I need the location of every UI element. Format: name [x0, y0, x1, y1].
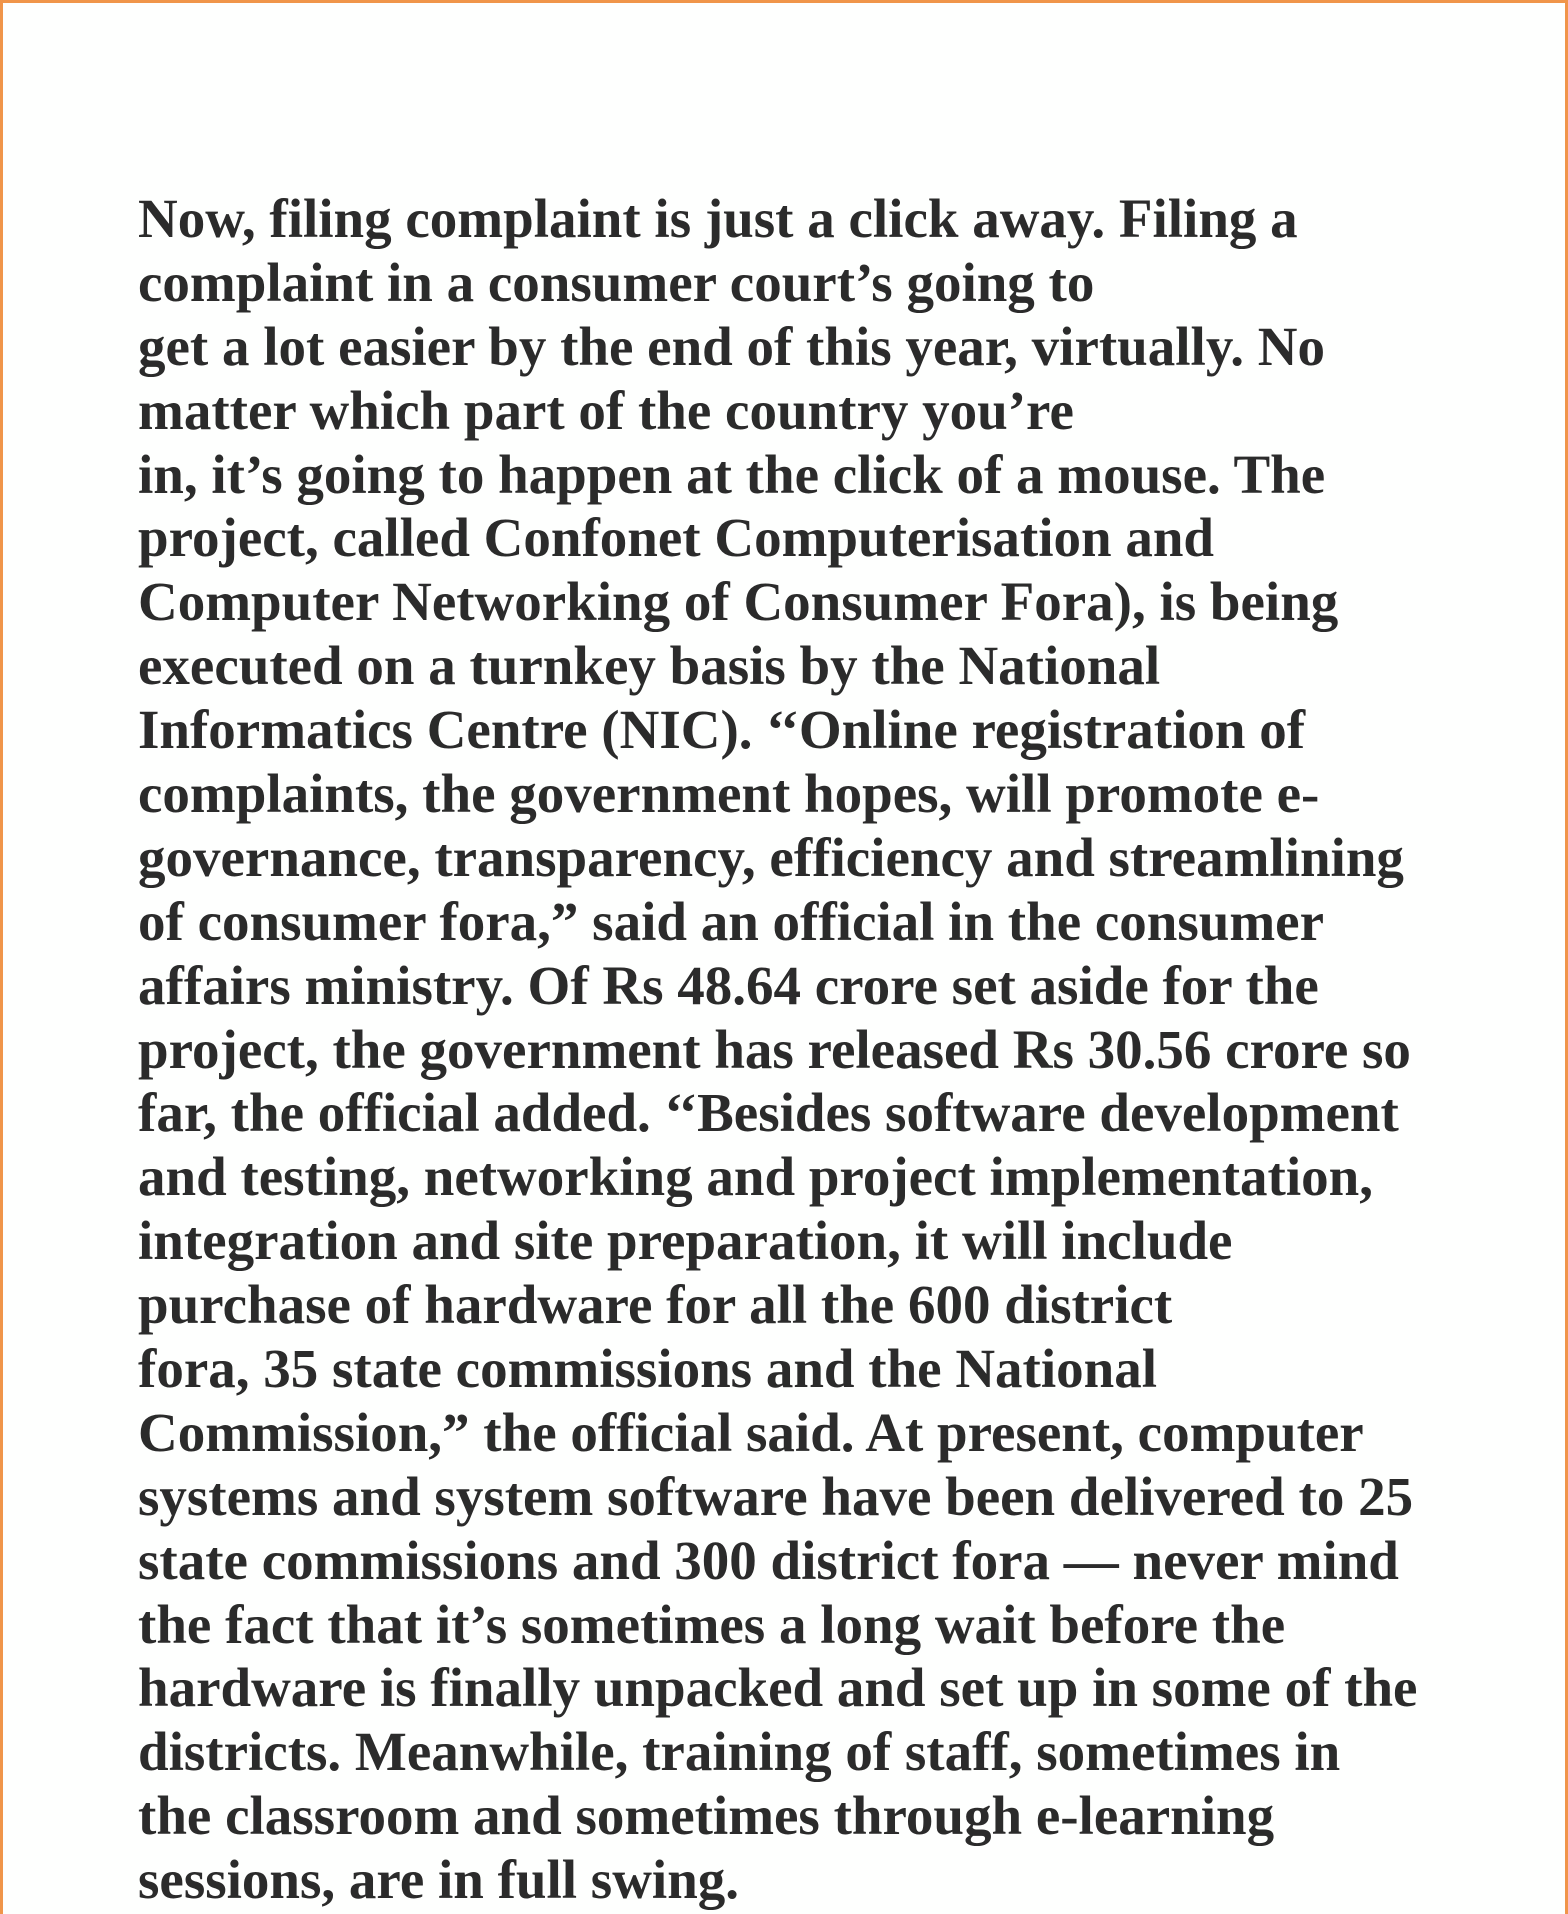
article-line: complaint in a consumer court’s going to [138, 251, 1095, 313]
article-line: matter which part of the country you’re [138, 379, 1074, 441]
article-line: Now, filing complaint is just a click away. Filing a [138, 188, 1298, 249]
article-line: of consumer fora,” said an official in the consumer [138, 890, 1324, 952]
article-line: purchase of hardware for all the 600 district [138, 1274, 1173, 1336]
article-line: executed on a turnkey basis by the National [138, 635, 1161, 697]
article-line: fora, 35 state commissions and the National [138, 1338, 1158, 1400]
article-line: and testing, networking and project implementation, [138, 1146, 1373, 1208]
article-line: Commission,” the official said. At present, computer [138, 1401, 1364, 1463]
article-line: project, the government has released Rs 30.56 crore so [138, 1018, 1411, 1080]
article-body [138, 187, 1417, 1912]
article-line: far, the official added. ‘‘Besides software development [138, 1082, 1399, 1144]
article-line: in, it’s going to happen at the click of a mouse. The [138, 443, 1326, 505]
article-line: districts. Meanwhile, training of staff, sometimes in [138, 1721, 1341, 1783]
article-line: get a lot easier by the end of this year, virtually. No [138, 315, 1326, 377]
article-line: the classroom and sometimes through e-learning [138, 1785, 1275, 1847]
article-line: complaints, the government hopes, will promote e- [138, 763, 1320, 825]
article-line: project, called Confonet Computerisation and [138, 507, 1215, 569]
article-line: Computer Networking of Consumer Fora), is being [138, 571, 1339, 633]
article-line: governance, transparency, efficiency and streamlining [138, 826, 1404, 888]
article-line: affairs ministry. Of Rs 48.64 crore set aside for the [138, 954, 1319, 1016]
article-line: systems and system software have been delivered to 25 [138, 1465, 1414, 1527]
article-line: hardware is finally unpacked and set up in some of the [138, 1657, 1418, 1719]
article-line: sessions, are in full swing. [138, 1849, 740, 1911]
article-line: the fact that it’s sometimes a long wait before the [138, 1593, 1286, 1655]
article-line: Informatics Centre (NIC). ‘‘Online registration of [138, 699, 1306, 761]
article-line: state commissions and 300 district fora — never mind [138, 1529, 1399, 1591]
article-line: integration and site preparation, it will include [138, 1210, 1233, 1272]
